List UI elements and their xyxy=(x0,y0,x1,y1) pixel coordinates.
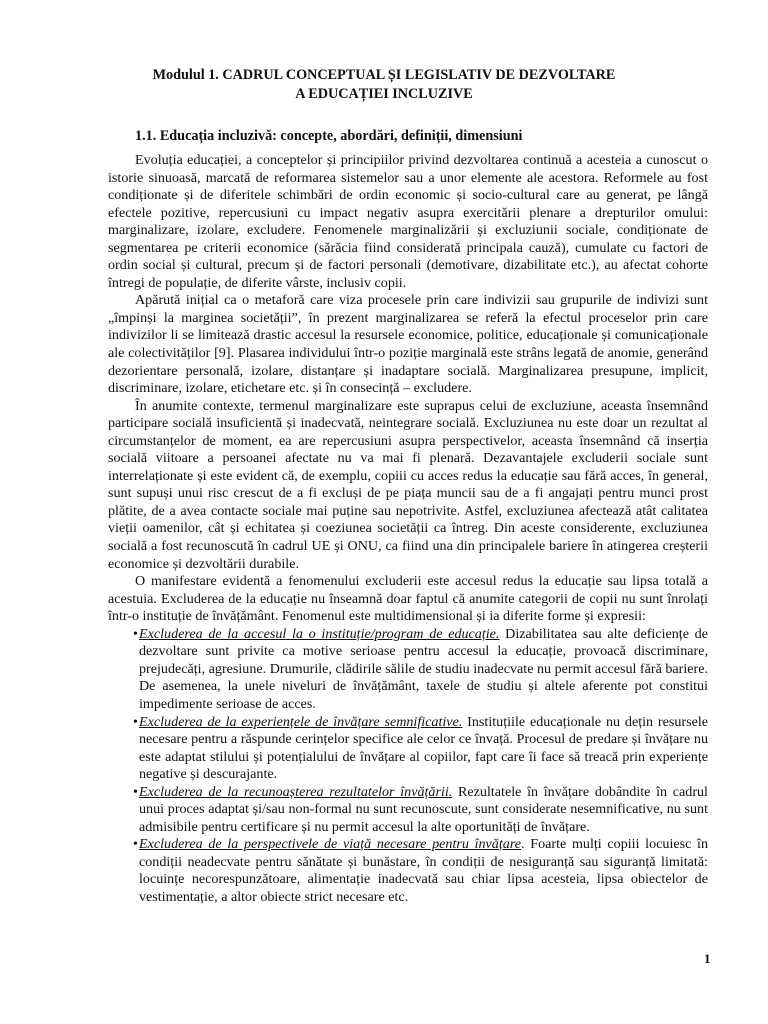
body-text xyxy=(108,152,708,907)
exclusion-forms-list xyxy=(108,626,708,907)
list-item-lead: Excluderea de la accesul la o instituție/program de educație. xyxy=(139,625,500,642)
section-heading: 1.1. Educația incluzivă: concepte, abordări, definiții, dimensiuni xyxy=(135,128,523,144)
bullet-icon: • xyxy=(133,783,138,800)
list-item-text: . Foarte mulți copiii locuiesc în condiții neadecvate pentru sănătate și bunăstare, în condiții de nesiguranță sau siguranță limitată: locuințe necorespunzătoare, alimentație inadecvată sau chiar lipsa acesteia, lipsa obiectelor de vestimentație, a altor obiecte strict necesare etc. xyxy=(139,836,709,905)
list-item xyxy=(108,626,708,714)
list-item xyxy=(108,836,708,906)
list-item-text: Dizabilitatea sau alte deficiențe de dezvoltare sunt privite ca motive serioase pentru accesul la educație, provoacă discriminare, prejudecăți, agresiune. Drumurile, clădirile sălile de studiu inadecvate nu permit accesul fără bariere. De asemenea, la unele niveluri de învățământ, taxele de studiu și altele aferente pot constitui impedimente serioase de acces. xyxy=(139,625,708,712)
module-title xyxy=(100,66,668,104)
paragraph: Apărută inițial ca o metaforă care viza procesele prin care indivizii sau grupurile de indivizi sunt „împinși la marginea societății”, în prezent marginalizarea se referă la efectul proceselor prin care indivizilor li se limitează drastic accesul la resursele economice, politice, educaționale și comunicaționale ale colectivităților [9]. Plasarea individului într-o poziție marginală este strâns legată de anomie, generând dezorientare personală, izolare, distanțare și inadaptare socială. Marginalizarea presupune, implicit, discriminare, izolare, etichetare etc. și în consecință – excludere. xyxy=(108,292,708,397)
list-item xyxy=(108,784,708,837)
list-item xyxy=(108,714,708,784)
list-item-lead: Excluderea de la experiențele de învățare semnificative. xyxy=(139,713,463,730)
paragraph: În anumite contexte, termenul marginalizare este suprapus celui de excluziune, aceasta însemnând participare socială insuficientă și inadecvată, neintegrare socială. Excluziunea nu este doar un rezultat al circumstanțelor de moment, ea are repercusiuni asupra perspectivelor, aceasta însemnând că inserția socială viitoare a persoanei afectate nu va mai fi plenară. Dezavantajele excluderii sociale sunt interrelaționate și este evident că, de exemplu, copiii cu acces redus la educație sau fără acces, în general, sunt supuși unui risc crescut de a fi excluși de pe piața muncii sau de a fi angajați pentru munci prost plătite, de a avea contacte sociale mai puține sau nepotrivite. Astfel, excluziunea afectează atât calitatea vieții oamenilor, cât și echitatea și coeziunea societății ca întreg. Din aceste considerente, excluziunea socială a fost recunoscută în cadrul UE și ONU, ca fiind una din principalele bariere în atingerea creșterii economice și dezvoltării durabile. xyxy=(108,397,708,572)
paragraph: O manifestare evidentă a fenomenului excluderii este accesul redus la educație sau lipsa totală a acestuia. Excluderea de la educație nu înseamnă doar faptul că anumite categorii de copii nu sunt înrolați într-o instituție de învățământ. Fenomenul este multidimensional și ia diferite forme și expresii: xyxy=(108,573,708,625)
module-title-line-2: A EDUCAȚIEI INCLUZIVE xyxy=(295,86,473,102)
list-item-text: Rezultatele în învățare dobândite în cadrul unui proces adaptat și/sau non-formal nu sunt recunoscute, sunt considerate nesemnificative, nu sunt admisibile pentru certificare și nu permit accesul la alte oportunități de învățare. xyxy=(139,783,708,835)
bullet-icon: • xyxy=(133,625,138,642)
list-item-text: Instituțiile educaționale nu dețin resursele necesare pentru a răspunde cerințelor specifice ale celor ce învață. Procesul de predare și învățare nu este adaptat stilului și potențialului de învățare al copiilor, fapt care îi face să treacă prin experiențe negative și descurajante. xyxy=(139,713,708,783)
paragraph: Evoluția educației, a conceptelor și principiilor privind dezvoltarea continuă a acesteia a cunoscut o istorie sinuoasă, marcată de reformarea sistemelor sau a unor elemente ale acestora. Reformele au fost condiționate și de diferitele schimbări de ordin economic și socio-cultural care au generat, pe lângă efectele pozitive, repercusiuni cu impact negativ asupra exercitării plenare a drepturilor omului: marginalizare, izolare, excludere. Fenomenele marginalizării și excluziunii sociale, condiționate de segmentarea pe criterii economice (sărăcia fiind considerată principala cauză), cumulate cu factori de ordin social și cultural, precum și de factori personali (demotivare, dizabilitate etc.), au afectat cohorte întregi de populație, de diferite vârste, inclusiv copii. xyxy=(108,152,708,291)
bullet-icon: • xyxy=(133,713,138,730)
module-title-line-1: Modulul 1. CADRUL CONCEPTUAL ȘI LEGISLATIV DE DEZVOLTARE xyxy=(152,67,616,83)
list-item-lead: Excluderea de la recunoașterea rezultatelor învățării. xyxy=(139,783,453,800)
page-number: 1 xyxy=(704,951,711,966)
bullet-icon: • xyxy=(133,836,138,853)
list-item-lead: Excluderea de la perspectivele de viață necesare pentru învățare xyxy=(139,836,522,853)
